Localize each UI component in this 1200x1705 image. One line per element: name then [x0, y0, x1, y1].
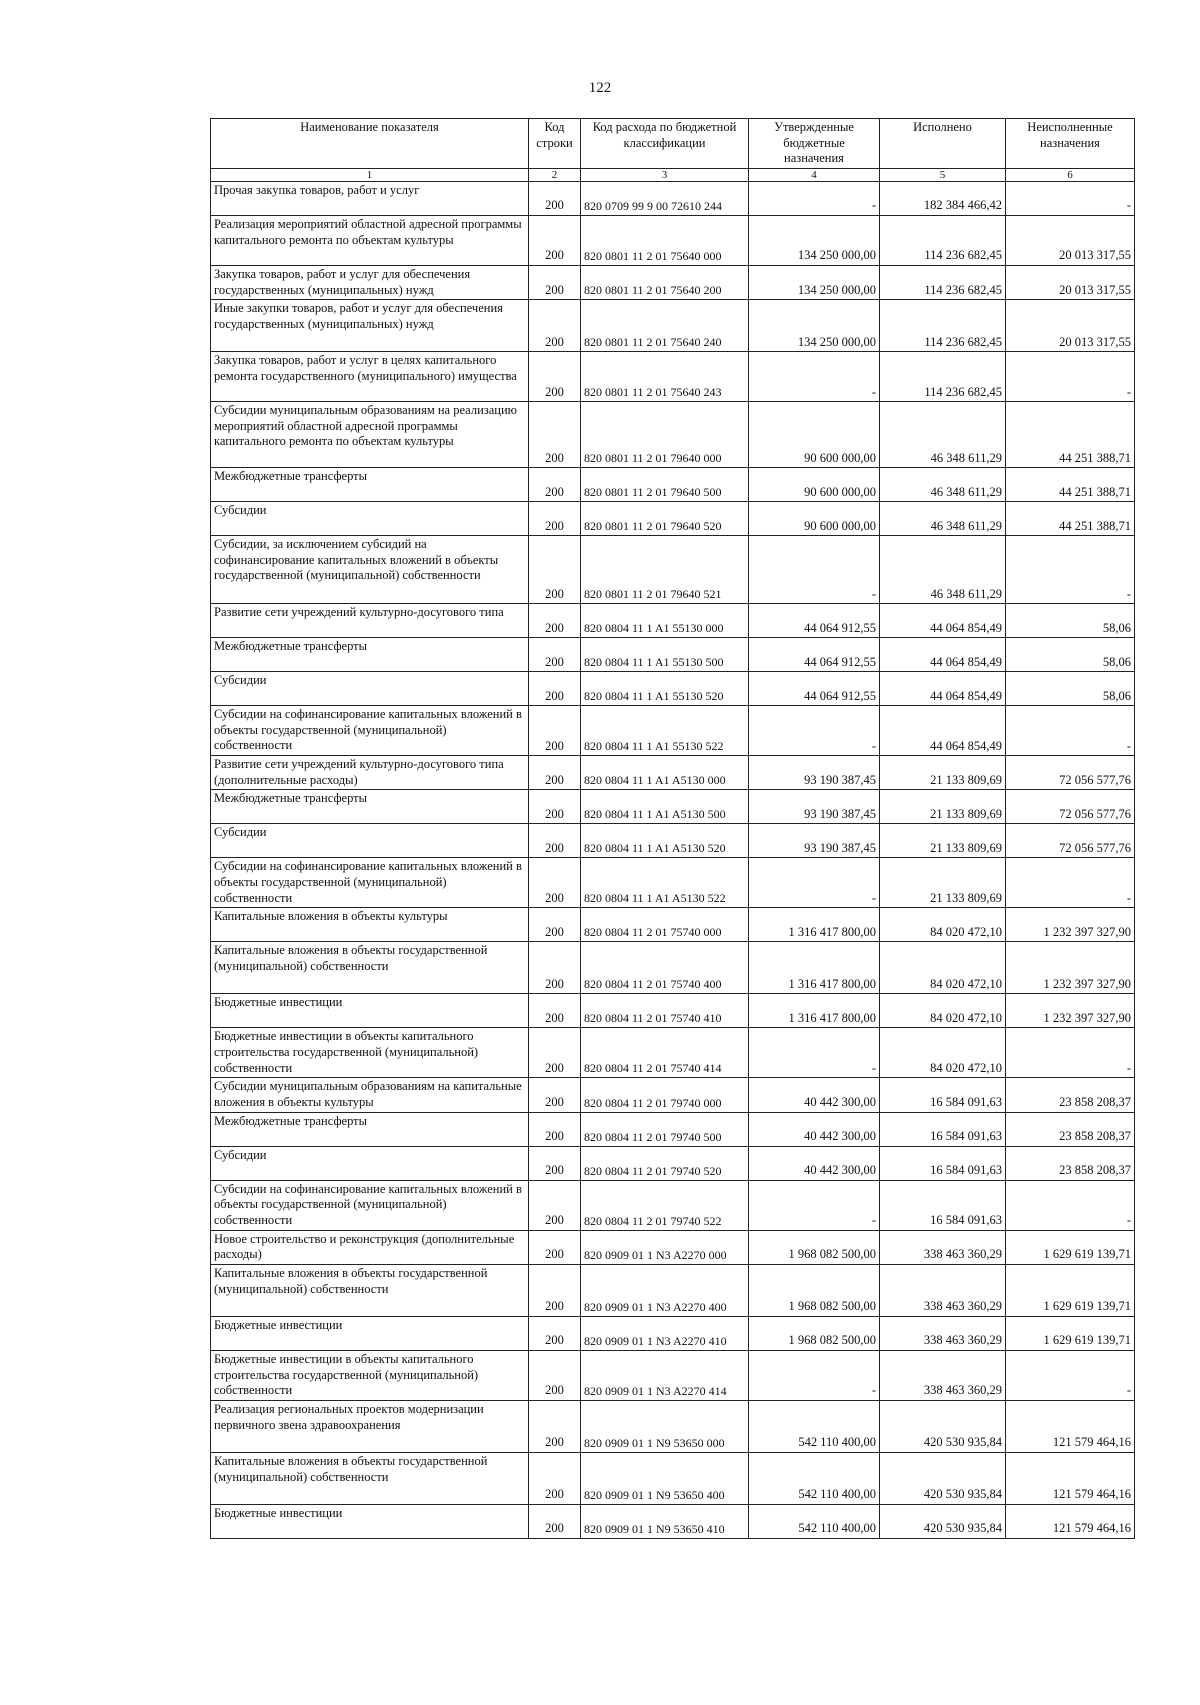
unexecuted-amount-cell: 20 013 317,55: [1006, 215, 1135, 265]
line-code-cell: 200: [529, 1112, 581, 1146]
budget-code-cell: 820 0804 11 1 A1 A5130 520: [581, 824, 749, 858]
approved-amount-cell: 40 442 300,00: [749, 1078, 880, 1112]
approved-amount-cell: 1 968 082 500,00: [749, 1230, 880, 1264]
unexecuted-amount-cell: 44 251 388,71: [1006, 502, 1135, 536]
unexecuted-amount-cell: 1 232 397 327,90: [1006, 994, 1135, 1028]
table-row: [211, 908, 1135, 942]
approved-amount-cell: -: [749, 1180, 880, 1230]
executed-amount-cell: 84 020 472,10: [880, 994, 1006, 1028]
line-code-cell: 200: [529, 1180, 581, 1230]
indicator-name-cell: Субсидии: [211, 824, 529, 858]
executed-amount-cell: 16 584 091,63: [880, 1112, 1006, 1146]
approved-amount-cell: 1 968 082 500,00: [749, 1264, 880, 1316]
indicator-name-cell: Межбюджетные трансферты: [211, 468, 529, 502]
line-code-cell: 200: [529, 502, 581, 536]
budget-code-cell: 820 0801 11 2 01 79640 500: [581, 468, 749, 502]
budget-code-cell: 820 0801 11 2 01 75640 240: [581, 300, 749, 352]
line-code-cell: 200: [529, 352, 581, 402]
header-indicator-name: Наименование показателя: [211, 119, 529, 169]
unexecuted-amount-cell: 72 056 577,76: [1006, 824, 1135, 858]
table-row: [211, 1350, 1135, 1400]
indicator-name-cell: Бюджетные инвестиции: [211, 994, 529, 1028]
unexecuted-amount-cell: 58,06: [1006, 604, 1135, 638]
table-row: [211, 638, 1135, 672]
indicator-name-cell: Закупка товаров, работ и услуг в целях капитального ремонта государственного (муниципального) имущества: [211, 352, 529, 402]
approved-amount-cell: 134 250 000,00: [749, 300, 880, 352]
executed-amount-cell: 46 348 611,29: [880, 536, 1006, 604]
indicator-name-cell: Межбюджетные трансферты: [211, 790, 529, 824]
indicator-name-cell: Межбюджетные трансферты: [211, 1112, 529, 1146]
line-code-cell: 200: [529, 824, 581, 858]
table-header: [211, 119, 1135, 182]
table-row: [211, 858, 1135, 908]
table-row: [211, 604, 1135, 638]
budget-code-cell: 820 0804 11 2 01 75740 000: [581, 908, 749, 942]
indicator-name-cell: Бюджетные инвестиции в объекты капитального строительства государственной (муниципальной) собственности: [211, 1350, 529, 1400]
unexecuted-amount-cell: 23 858 208,37: [1006, 1078, 1135, 1112]
line-code-cell: 200: [529, 215, 581, 265]
executed-amount-cell: 420 530 935,84: [880, 1504, 1006, 1538]
table-row: [211, 994, 1135, 1028]
table-row: [211, 1400, 1135, 1452]
approved-amount-cell: -: [749, 858, 880, 908]
budget-code-cell: 820 0801 11 2 01 75640 000: [581, 215, 749, 265]
budget-code-cell: 820 0909 01 1 N9 53650 410: [581, 1504, 749, 1538]
table-row: [211, 1316, 1135, 1350]
line-code-cell: 200: [529, 536, 581, 604]
line-code-cell: 200: [529, 1350, 581, 1400]
approved-amount-cell: 44 064 912,55: [749, 604, 880, 638]
approved-amount-cell: 93 190 387,45: [749, 790, 880, 824]
header-line-code: Код строки: [529, 119, 581, 169]
column-number: 3: [581, 168, 749, 181]
line-code-cell: 200: [529, 604, 581, 638]
indicator-name-cell: Субсидии на софинансирование капитальных вложений в объекты государственной (муниципальной) собственности: [211, 1180, 529, 1230]
executed-amount-cell: 44 064 854,49: [880, 672, 1006, 706]
column-number: 5: [880, 168, 1006, 181]
line-code-cell: 200: [529, 790, 581, 824]
budget-code-cell: 820 0909 01 1 N9 53650 400: [581, 1452, 749, 1504]
approved-amount-cell: 44 064 912,55: [749, 672, 880, 706]
line-code-cell: 200: [529, 858, 581, 908]
indicator-name-cell: Капитальные вложения в объекты государственной (муниципальной) собственности: [211, 942, 529, 994]
unexecuted-amount-cell: -: [1006, 1350, 1135, 1400]
indicator-name-cell: Иные закупки товаров, работ и услуг для обеспечения государственных (муниципальных) нужд: [211, 300, 529, 352]
approved-amount-cell: 542 110 400,00: [749, 1452, 880, 1504]
executed-amount-cell: 16 584 091,63: [880, 1180, 1006, 1230]
executed-amount-cell: 114 236 682,45: [880, 215, 1006, 265]
indicator-name-cell: Бюджетные инвестиции: [211, 1504, 529, 1538]
unexecuted-amount-cell: 58,06: [1006, 672, 1135, 706]
budget-code-cell: 820 0804 11 1 A1 55130 500: [581, 638, 749, 672]
unexecuted-amount-cell: 23 858 208,37: [1006, 1146, 1135, 1180]
indicator-name-cell: Реализация региональных проектов модернизации первичного звена здравоохранения: [211, 1400, 529, 1452]
unexecuted-amount-cell: 1 232 397 327,90: [1006, 942, 1135, 994]
table-row: [211, 1180, 1135, 1230]
unexecuted-amount-cell: -: [1006, 536, 1135, 604]
unexecuted-amount-cell: 72 056 577,76: [1006, 756, 1135, 790]
table-row: [211, 942, 1135, 994]
executed-amount-cell: 182 384 466,42: [880, 181, 1006, 215]
unexecuted-amount-cell: 72 056 577,76: [1006, 790, 1135, 824]
table-row: [211, 756, 1135, 790]
unexecuted-amount-cell: 44 251 388,71: [1006, 402, 1135, 468]
approved-amount-cell: 542 110 400,00: [749, 1504, 880, 1538]
column-number-row: [211, 168, 1135, 181]
table-row: [211, 1112, 1135, 1146]
table-row: [211, 1452, 1135, 1504]
budget-code-cell: 820 0909 01 1 N9 53650 000: [581, 1400, 749, 1452]
executed-amount-cell: 114 236 682,45: [880, 265, 1006, 299]
table-row: [211, 502, 1135, 536]
budget-code-cell: 820 0804 11 1 A1 A5130 500: [581, 790, 749, 824]
executed-amount-cell: 21 133 809,69: [880, 824, 1006, 858]
budget-code-cell: 820 0801 11 2 01 75640 243: [581, 352, 749, 402]
budget-code-cell: 820 0801 11 2 01 79640 000: [581, 402, 749, 468]
approved-amount-cell: 93 190 387,45: [749, 756, 880, 790]
executed-amount-cell: 84 020 472,10: [880, 908, 1006, 942]
indicator-name-cell: Субсидии муниципальным образованиям на капитальные вложения в объекты культуры: [211, 1078, 529, 1112]
table-row: [211, 265, 1135, 299]
budget-code-cell: 820 0804 11 2 01 75740 414: [581, 1028, 749, 1078]
approved-amount-cell: 90 600 000,00: [749, 502, 880, 536]
page-number: 122: [588, 80, 612, 96]
unexecuted-amount-cell: 121 579 464,16: [1006, 1504, 1135, 1538]
table-row: [211, 824, 1135, 858]
indicator-name-cell: Новое строительство и реконструкция (дополнительные расходы): [211, 1230, 529, 1264]
header-budget-code: Код расхода по бюджетной классификации: [581, 119, 749, 169]
indicator-name-cell: Капитальные вложения в объекты государственной (муниципальной) собственности: [211, 1264, 529, 1316]
line-code-cell: 200: [529, 1230, 581, 1264]
table-row: [211, 1264, 1135, 1316]
line-code-cell: 200: [529, 1316, 581, 1350]
line-code-cell: 200: [529, 994, 581, 1028]
unexecuted-amount-cell: 1 629 619 139,71: [1006, 1230, 1135, 1264]
budget-code-cell: 820 0909 01 1 N3 A2270 414: [581, 1350, 749, 1400]
unexecuted-amount-cell: -: [1006, 181, 1135, 215]
line-code-cell: 200: [529, 265, 581, 299]
unexecuted-amount-cell: 58,06: [1006, 638, 1135, 672]
line-code-cell: 200: [529, 1400, 581, 1452]
unexecuted-amount-cell: -: [1006, 858, 1135, 908]
header-row: [211, 119, 1135, 169]
line-code-cell: 200: [529, 402, 581, 468]
table-row: [211, 181, 1135, 215]
budget-code-cell: 820 0909 01 1 N3 A2270 000: [581, 1230, 749, 1264]
budget-code-cell: 820 0804 11 2 01 79740 522: [581, 1180, 749, 1230]
line-code-cell: 200: [529, 1264, 581, 1316]
executed-amount-cell: 44 064 854,49: [880, 706, 1006, 756]
executed-amount-cell: 21 133 809,69: [880, 756, 1006, 790]
executed-amount-cell: 114 236 682,45: [880, 352, 1006, 402]
line-code-cell: 200: [529, 1028, 581, 1078]
approved-amount-cell: 44 064 912,55: [749, 638, 880, 672]
unexecuted-amount-cell: -: [1006, 706, 1135, 756]
budget-code-cell: 820 0909 01 1 N3 A2270 410: [581, 1316, 749, 1350]
executed-amount-cell: 84 020 472,10: [880, 1028, 1006, 1078]
indicator-name-cell: Развитие сети учреждений культурно-досугового типа (дополнительные расходы): [211, 756, 529, 790]
table-row: [211, 352, 1135, 402]
executed-amount-cell: 44 064 854,49: [880, 604, 1006, 638]
approved-amount-cell: 1 316 417 800,00: [749, 994, 880, 1028]
approved-amount-cell: -: [749, 706, 880, 756]
approved-amount-cell: 90 600 000,00: [749, 468, 880, 502]
budget-code-cell: 820 0801 11 2 01 79640 520: [581, 502, 749, 536]
approved-amount-cell: -: [749, 1028, 880, 1078]
unexecuted-amount-cell: -: [1006, 1028, 1135, 1078]
unexecuted-amount-cell: 20 013 317,55: [1006, 300, 1135, 352]
executed-amount-cell: 46 348 611,29: [880, 402, 1006, 468]
budget-code-cell: 820 0804 11 2 01 79740 500: [581, 1112, 749, 1146]
executed-amount-cell: 338 463 360,29: [880, 1350, 1006, 1400]
approved-amount-cell: 40 442 300,00: [749, 1112, 880, 1146]
budget-code-cell: 820 0909 01 1 N3 A2270 400: [581, 1264, 749, 1316]
budget-code-cell: 820 0804 11 2 01 75740 410: [581, 994, 749, 1028]
line-code-cell: 200: [529, 638, 581, 672]
table-row: [211, 1504, 1135, 1538]
line-code-cell: 200: [529, 1078, 581, 1112]
executed-amount-cell: 338 463 360,29: [880, 1316, 1006, 1350]
line-code-cell: 200: [529, 908, 581, 942]
indicator-name-cell: Капитальные вложения в объекты культуры: [211, 908, 529, 942]
approved-amount-cell: 93 190 387,45: [749, 824, 880, 858]
indicator-name-cell: Субсидии на софинансирование капитальных вложений в объекты государственной (муниципальной) собственности: [211, 706, 529, 756]
budget-execution-table: [210, 118, 1135, 1539]
table-row: [211, 672, 1135, 706]
approved-amount-cell: 1 316 417 800,00: [749, 908, 880, 942]
unexecuted-amount-cell: 121 579 464,16: [1006, 1400, 1135, 1452]
executed-amount-cell: 16 584 091,63: [880, 1146, 1006, 1180]
unexecuted-amount-cell: 121 579 464,16: [1006, 1452, 1135, 1504]
executed-amount-cell: 21 133 809,69: [880, 858, 1006, 908]
indicator-name-cell: Закупка товаров, работ и услуг для обеспечения государственных (муниципальных) нужд: [211, 265, 529, 299]
table-row: [211, 1078, 1135, 1112]
line-code-cell: 200: [529, 942, 581, 994]
budget-code-cell: 820 0804 11 1 A1 55130 522: [581, 706, 749, 756]
line-code-cell: 200: [529, 1504, 581, 1538]
approved-amount-cell: 1 968 082 500,00: [749, 1316, 880, 1350]
unexecuted-amount-cell: 44 251 388,71: [1006, 468, 1135, 502]
table-row: [211, 790, 1135, 824]
executed-amount-cell: 420 530 935,84: [880, 1452, 1006, 1504]
indicator-name-cell: Субсидии, за исключением субсидий на софинансирование капитальных вложений в объекты государственной (муниципальной) собственности: [211, 536, 529, 604]
indicator-name-cell: Бюджетные инвестиции: [211, 1316, 529, 1350]
executed-amount-cell: 16 584 091,63: [880, 1078, 1006, 1112]
table-row: [211, 1230, 1135, 1264]
approved-amount-cell: -: [749, 536, 880, 604]
indicator-name-cell: Межбюджетные трансферты: [211, 638, 529, 672]
budget-code-cell: 820 0804 11 1 A1 55130 520: [581, 672, 749, 706]
budget-code-cell: 820 0801 11 2 01 75640 200: [581, 265, 749, 299]
line-code-cell: 200: [529, 672, 581, 706]
approved-amount-cell: 90 600 000,00: [749, 402, 880, 468]
approved-amount-cell: -: [749, 352, 880, 402]
unexecuted-amount-cell: -: [1006, 1180, 1135, 1230]
indicator-name-cell: Субсидии: [211, 672, 529, 706]
header-unexecuted: Неисполненные назначения: [1006, 119, 1135, 169]
approved-amount-cell: 134 250 000,00: [749, 215, 880, 265]
table-row: [211, 402, 1135, 468]
executed-amount-cell: 46 348 611,29: [880, 468, 1006, 502]
approved-amount-cell: -: [749, 1350, 880, 1400]
column-number: 1: [211, 168, 529, 181]
indicator-name-cell: Субсидии на софинансирование капитальных вложений в объекты государственной (муниципальной) собственности: [211, 858, 529, 908]
approved-amount-cell: 542 110 400,00: [749, 1400, 880, 1452]
unexecuted-amount-cell: 1 629 619 139,71: [1006, 1316, 1135, 1350]
indicator-name-cell: Субсидии муниципальным образованиям на реализацию мероприятий областной адресной программы капитального ремонта по объектам культуры: [211, 402, 529, 468]
column-number: 6: [1006, 168, 1135, 181]
executed-amount-cell: 338 463 360,29: [880, 1264, 1006, 1316]
table-row: [211, 706, 1135, 756]
line-code-cell: 200: [529, 300, 581, 352]
indicator-name-cell: Капитальные вложения в объекты государственной (муниципальной) собственности: [211, 1452, 529, 1504]
budget-code-cell: 820 0804 11 1 A1 A5130 000: [581, 756, 749, 790]
indicator-name-cell: Субсидии: [211, 1146, 529, 1180]
budget-code-cell: 820 0804 11 2 01 79740 000: [581, 1078, 749, 1112]
line-code-cell: 200: [529, 468, 581, 502]
line-code-cell: 200: [529, 181, 581, 215]
column-number: 4: [749, 168, 880, 181]
executed-amount-cell: 338 463 360,29: [880, 1230, 1006, 1264]
table-row: [211, 468, 1135, 502]
table-row: [211, 1028, 1135, 1078]
budget-code-cell: 820 0801 11 2 01 79640 521: [581, 536, 749, 604]
unexecuted-amount-cell: 23 858 208,37: [1006, 1112, 1135, 1146]
executed-amount-cell: 46 348 611,29: [880, 502, 1006, 536]
approved-amount-cell: 1 316 417 800,00: [749, 942, 880, 994]
approved-amount-cell: 134 250 000,00: [749, 265, 880, 299]
line-code-cell: 200: [529, 756, 581, 790]
budget-code-cell: 820 0804 11 1 A1 55130 000: [581, 604, 749, 638]
executed-amount-cell: 114 236 682,45: [880, 300, 1006, 352]
header-approved: Утвержденные бюджетные назначения: [749, 119, 880, 169]
column-number: 2: [529, 168, 581, 181]
approved-amount-cell: 40 442 300,00: [749, 1146, 880, 1180]
indicator-name-cell: Развитие сети учреждений культурно-досугового типа: [211, 604, 529, 638]
line-code-cell: 200: [529, 1146, 581, 1180]
line-code-cell: 200: [529, 1452, 581, 1504]
budget-code-cell: 820 0804 11 2 01 75740 400: [581, 942, 749, 994]
indicator-name-cell: Прочая закупка товаров, работ и услуг: [211, 181, 529, 215]
executed-amount-cell: 44 064 854,49: [880, 638, 1006, 672]
table-row: [211, 1146, 1135, 1180]
table-body: [211, 181, 1135, 1538]
indicator-name-cell: Субсидии: [211, 502, 529, 536]
table-row: [211, 215, 1135, 265]
unexecuted-amount-cell: 1 232 397 327,90: [1006, 908, 1135, 942]
budget-code-cell: 820 0804 11 1 A1 A5130 522: [581, 858, 749, 908]
executed-amount-cell: 84 020 472,10: [880, 942, 1006, 994]
unexecuted-amount-cell: 20 013 317,55: [1006, 265, 1135, 299]
header-executed: Исполнено: [880, 119, 1006, 169]
budget-code-cell: 820 0709 99 9 00 72610 244: [581, 181, 749, 215]
approved-amount-cell: -: [749, 181, 880, 215]
table-row: [211, 536, 1135, 604]
line-code-cell: 200: [529, 706, 581, 756]
unexecuted-amount-cell: 1 629 619 139,71: [1006, 1264, 1135, 1316]
budget-code-cell: 820 0804 11 2 01 79740 520: [581, 1146, 749, 1180]
executed-amount-cell: 21 133 809,69: [880, 790, 1006, 824]
indicator-name-cell: Реализация мероприятий областной адресной программы капитального ремонта по объектам культуры: [211, 215, 529, 265]
indicator-name-cell: Бюджетные инвестиции в объекты капитального строительства государственной (муниципальной) собственности: [211, 1028, 529, 1078]
executed-amount-cell: 420 530 935,84: [880, 1400, 1006, 1452]
table-row: [211, 300, 1135, 352]
unexecuted-amount-cell: -: [1006, 352, 1135, 402]
